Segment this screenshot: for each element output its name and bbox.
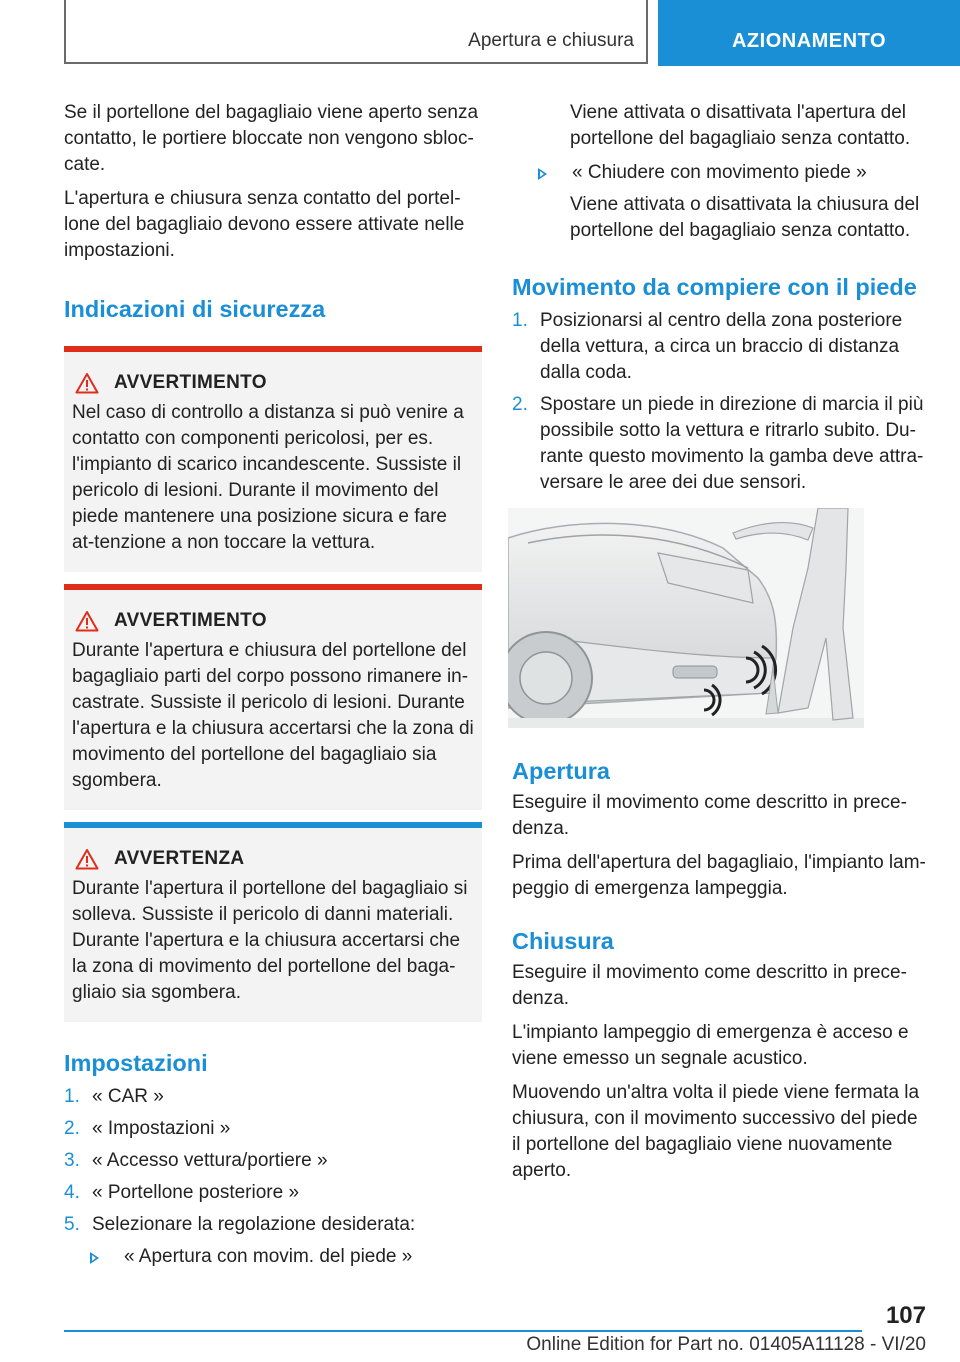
footer-edition[interactable]: Online Edition for Part no. 01405A11128 - VI/20 bbox=[526, 1334, 926, 1355]
foot-step bbox=[512, 308, 926, 386]
warning-title: AVVERTIMENTO bbox=[114, 372, 267, 393]
warning-box bbox=[64, 346, 482, 572]
option-item bbox=[64, 1244, 482, 1270]
settings-step bbox=[64, 1148, 482, 1174]
settings-step bbox=[64, 1180, 482, 1206]
warning-title: AVVERTIMENTO bbox=[114, 610, 267, 631]
step-text: Spostare un piede in direzione di marcia il più possibile sotto la vettura e ritrarlo subito. Du-rante questo movimento la gamba deve attra-versare le aree dei due sensori. bbox=[540, 394, 924, 493]
intro-paragraph: Se il portellone del bagagliaio viene aperto senza contatto, le portiere bloccate non vengono sbloc-cate. bbox=[64, 102, 479, 175]
opening-paragraph: Eseguire il movimento come descritto in prece-denza. bbox=[512, 792, 907, 839]
foot-gesture-illustration bbox=[508, 508, 864, 728]
caution-box bbox=[64, 822, 482, 1022]
warning-triangle-icon bbox=[75, 372, 99, 394]
warning-text: Durante l'apertura e chiusura del portellone del bagagliaio parti del corpo possono rimanere in-castrate. Sussiste il pericolo di lesioni. Durante l'apertura e la chiusura accertarsi che la zona di movimento del portellone del bagagliaio sia sgombera. bbox=[72, 640, 474, 791]
page-number: 107 bbox=[885, 1302, 926, 1329]
step-number: 4. bbox=[64, 1182, 80, 1203]
car-rear-illustration bbox=[508, 508, 864, 728]
step-text: Posizionarsi al centro della zona posteriore della vettura, a circa un braccio di distanza dalla coda. bbox=[540, 310, 903, 383]
bullet-triangle-icon bbox=[538, 168, 547, 180]
intro-paragraph: L'apertura e chiusura senza contatto del portel-lone del bagagliaio devono essere attivate nelle impostazioni. bbox=[64, 188, 465, 261]
header-chapter-tab[interactable] bbox=[658, 0, 960, 66]
step-text: « Accesso vettura/portiere » bbox=[92, 1150, 328, 1171]
opening-heading: Apertura bbox=[512, 758, 610, 784]
header-section-title: Apertura e chiusura bbox=[468, 30, 634, 51]
option-label: « Apertura con movim. del piede » bbox=[124, 1246, 413, 1267]
settings-step bbox=[64, 1116, 482, 1142]
closing-paragraph: L'impianto lampeggio di emergenza è acceso e viene emesso un segnale acustico. bbox=[512, 1022, 909, 1069]
warning-box bbox=[64, 584, 482, 810]
caution-title: AVVERTENZA bbox=[114, 848, 245, 869]
header-chapter-title: AZIONAMENTO bbox=[731, 30, 886, 52]
settings-step bbox=[64, 1084, 482, 1110]
option-label: « Chiudere con movimento piede » bbox=[572, 162, 867, 183]
step-number: 1. bbox=[512, 310, 528, 331]
step-text: Selezionare la regolazione desiderata: bbox=[92, 1214, 416, 1235]
safety-heading: Indicazioni di sicurezza bbox=[64, 296, 326, 322]
closing-heading: Chiusura bbox=[512, 928, 614, 954]
foot-step bbox=[512, 392, 926, 496]
settings-step bbox=[64, 1212, 482, 1238]
closing-paragraph: Muovendo un'altra volta il piede viene fermata la chiusura, con il movimento successivo del piede il portellone del bagagliaio viene nuovamente aperto. bbox=[512, 1082, 920, 1181]
option-item bbox=[512, 160, 926, 186]
foot-movement-heading: Movimento da compiere con il piede bbox=[512, 274, 917, 300]
settings-steps-list bbox=[64, 1084, 482, 1238]
warning-title-row bbox=[72, 608, 474, 634]
step-number: 3. bbox=[64, 1150, 80, 1171]
step-text: « Portellone posteriore » bbox=[92, 1182, 300, 1203]
option-description: Viene attivata o disattivata l'apertura del portellone del bagagliaio senza contatto. bbox=[570, 102, 911, 149]
caution-title-row bbox=[72, 846, 474, 872]
step-number: 5. bbox=[64, 1214, 80, 1235]
settings-heading: Impostazioni bbox=[64, 1050, 208, 1076]
step-number: 2. bbox=[512, 394, 528, 415]
warning-title-row bbox=[72, 370, 474, 396]
opening-paragraph: Prima dell'apertura del bagagliaio, l'impianto lam-peggio di emergenza lampeggia. bbox=[512, 852, 926, 899]
right-column bbox=[512, 100, 926, 1192]
option-description: Viene attivata o disattivata la chiusura del portellone del bagagliaio senza contatto. bbox=[570, 194, 920, 241]
warning-text: Nel caso di controllo a distanza si può venire a contatto con componenti pericolosi, per es. l'impianto di scarico incandescente. Sussiste il pericolo di lesioni. Durante il movimento del piede mantenere una posizione sicura e fare at-tenzione a non toccare la vettura. bbox=[72, 402, 464, 553]
foot-steps-list bbox=[512, 308, 926, 496]
closing-paragraph: Eseguire il movimento come descritto in prece-denza. bbox=[512, 962, 907, 1009]
caution-text: Durante l'apertura il portellone del bagagliaio si solleva. Sussiste il pericolo di danni materiali. Durante l'apertura e la chiusura accertarsi che la zona di movimento del portellone del baga-gliaio sia sgombera. bbox=[72, 878, 468, 1003]
warning-triangle-icon bbox=[75, 610, 99, 632]
left-column bbox=[64, 100, 482, 1276]
step-text: « Impostazioni » bbox=[92, 1118, 231, 1139]
caution-triangle-icon bbox=[75, 848, 99, 870]
footer-divider bbox=[64, 1330, 862, 1332]
header-section-box bbox=[64, 0, 648, 64]
step-number: 1. bbox=[64, 1086, 80, 1107]
step-text: « CAR » bbox=[92, 1086, 164, 1107]
step-number: 2. bbox=[64, 1118, 80, 1139]
bullet-triangle-icon bbox=[90, 1252, 99, 1264]
